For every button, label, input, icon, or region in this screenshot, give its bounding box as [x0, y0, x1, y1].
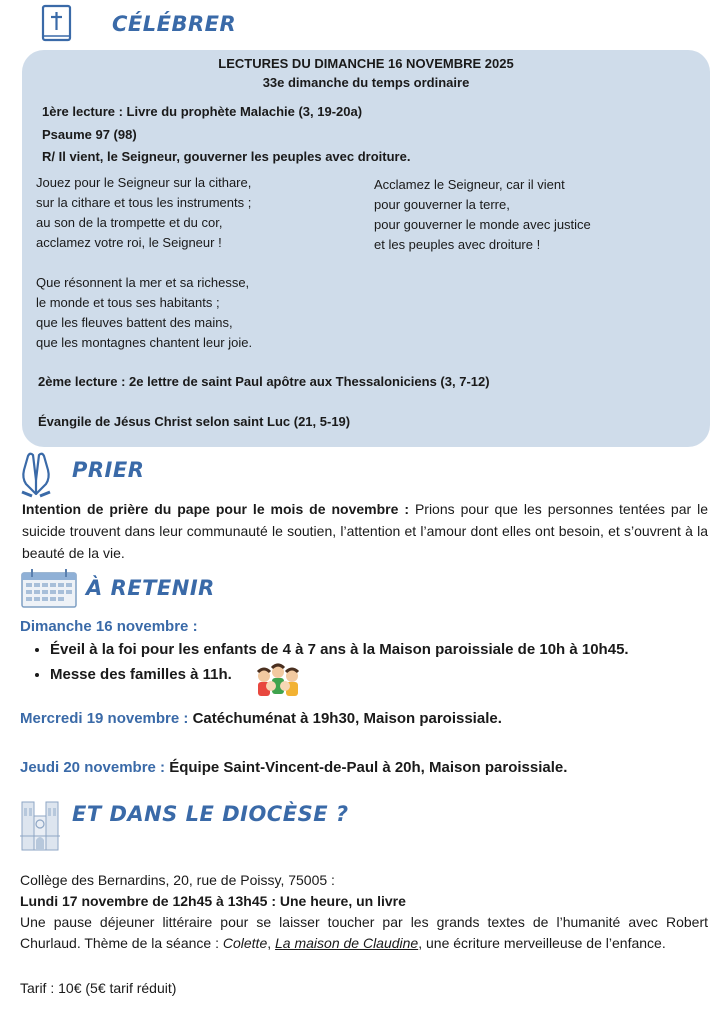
diocese-event: Lundi 17 novembre de 12h45 à 13h45 : Une heure, un livre [20, 893, 406, 909]
thursday-text: Équipe Saint-Vincent-de-Paul à 20h, Maison paroissiale. [165, 759, 568, 776]
diocese-price: Tarif : 10€ (5€ tarif réduit) [20, 980, 177, 996]
section-title-celebrer: CÉLÉBRER [112, 12, 237, 36]
wednesday-event [20, 710, 502, 727]
diocese-book: La maison de Claudine [275, 935, 419, 951]
diocese-author: Colette [222, 935, 268, 951]
readings-box [22, 50, 710, 447]
diocese-desc-part2: , une écriture merveilleuse de l’enfance. [418, 935, 666, 951]
wednesday-label: Mercredi 19 novembre : [20, 710, 193, 727]
thursday-event [20, 759, 567, 776]
praying-hands-icon [18, 450, 54, 503]
psalm-refrain: R/ Il vient, le Seigneur, gouverner les peuples avec droiture. [42, 149, 411, 164]
list-item: • Messe des familles à 11h. [50, 666, 724, 683]
diocese-description [20, 912, 708, 954]
sunday-events [22, 641, 724, 691]
section-title-prier: PRIER [72, 458, 145, 482]
bible-icon [40, 4, 74, 49]
diocese-desc-sep: , [267, 935, 276, 951]
cathedral-icon [18, 796, 62, 859]
first-reading: 1ère lecture : Livre du prophète Malachie (3, 19-20a) [42, 104, 363, 119]
psalm-stanza-1: Jouez pour le Seigneur sur la cithare, sur la cithare et tous les instruments ; au son de la trompette et du cor, acclamez votre roi, le Seigneur ! [36, 175, 252, 250]
psalm-stanza-2: Que résonnent la mer et sa richesse, le monde et tous ses habitants ; que les fleuves battent des mains, que les montagnes chantent leur joie. [36, 275, 253, 350]
readings-subheading: 33e dimanche du temps ordinaire [262, 75, 470, 90]
second-reading: 2ème lecture : 2e lettre de saint Paul apôtre aux Thessaloniciens (3, 7-12) [38, 374, 490, 389]
family-group-icon [254, 662, 302, 705]
thursday-label: Jeudi 20 novembre : [20, 759, 166, 776]
prayer-intention-label: Intention de prière du pape pour le mois de novembre : [22, 501, 409, 517]
readings-heading: LECTURES DU DIMANCHE 16 NOVEMBRE 2025 [218, 56, 514, 71]
prayer-intention-text: Prions pour que les personnes tentées par le suicide trouvent dans leur communauté le soutien, l’attention et l’amour dont elles ont besoin, et s’ouvrent à la beauté de la vie. [22, 501, 708, 561]
list-item: • Éveil à la foi pour les enfants de 4 à 7 ans à la Maison paroissiale de 10h à 10h45. [50, 641, 724, 658]
section-title-diocese: ET DANS LE DIOCÈSE ? [72, 802, 349, 826]
section-title-retenir: À RETENIR [86, 576, 215, 600]
psalm-stanza-3: Acclamez le Seigneur, car il vient pour gouverner la terre, pour gouverner le monde avec justice et les peuples avec droiture ! [374, 177, 591, 252]
gospel: Évangile de Jésus Christ selon saint Luc (21, 5-19) [38, 414, 351, 429]
sunday-label: Dimanche 16 novembre : [20, 618, 198, 635]
diocese-location: Collège des Bernardins, 20, rue de Poissy, 75005 : [20, 872, 335, 888]
wednesday-text: Catéchuménat à 19h30, Maison paroissiale. [192, 710, 502, 727]
prayer-intention [22, 498, 708, 564]
psalm-title: Psaume 97 (98) [42, 127, 137, 142]
diocese-desc-part1: Une pause déjeuner littéraire pour se laisser toucher par les grands textes de l’humanité avec Robert Churlaud. Thème de la séance : [20, 914, 708, 951]
calendar-icon [20, 568, 78, 615]
